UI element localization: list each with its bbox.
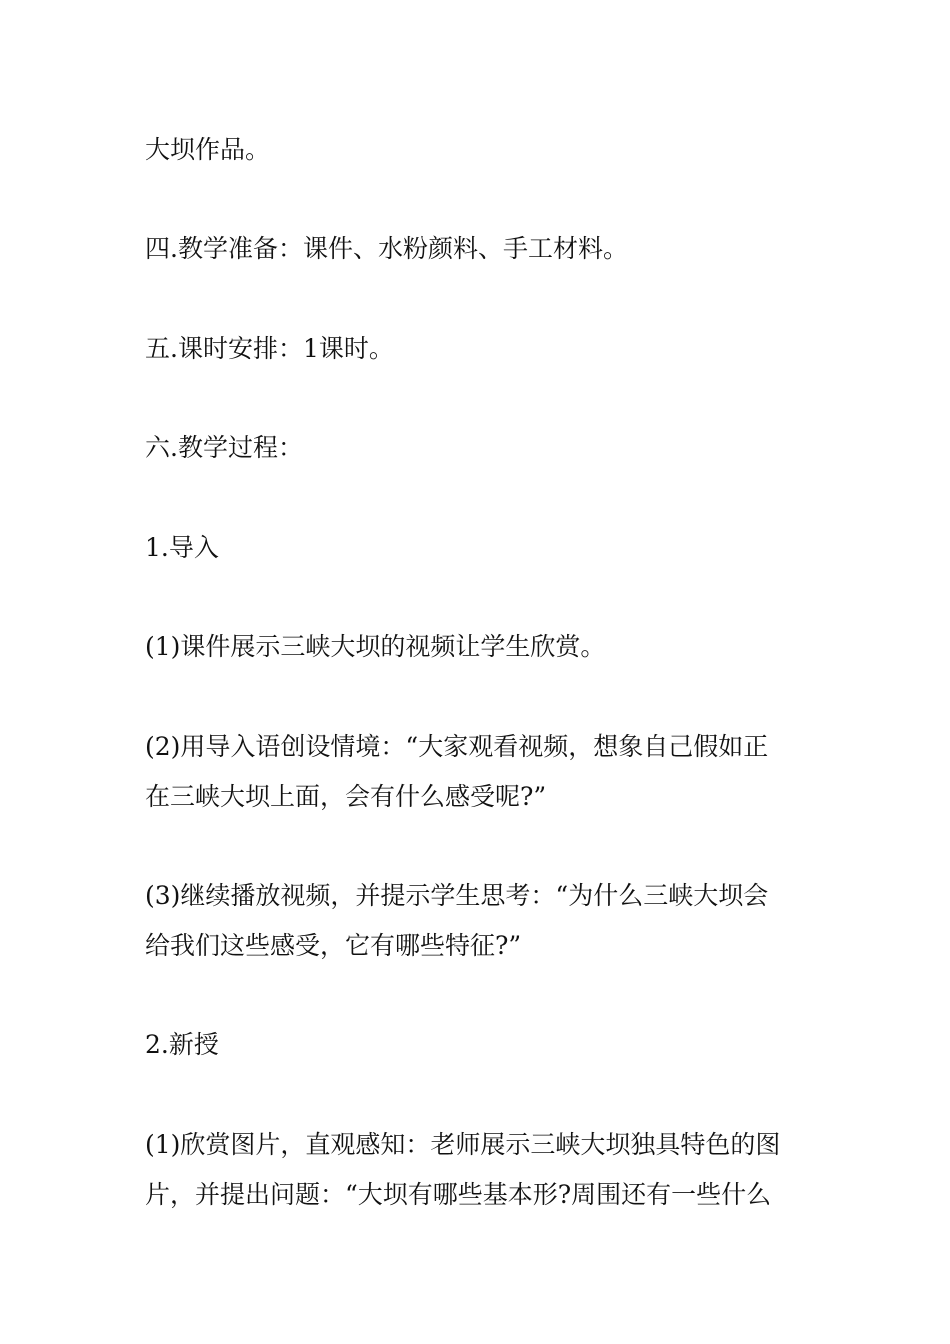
list-item-2-line-1: (2)用导入语创设情境：“大家观看视频，想象自己假如正 bbox=[145, 732, 769, 761]
list-item-3-line-1: (3)继续播放视频，并提示学生思考：“为什么三峡大坝会 bbox=[145, 881, 769, 910]
list-item-4-line-1: (1)欣赏图片，直观感知：老师展示三峡大坝独具特色的图 bbox=[145, 1130, 781, 1159]
text-line-continuation: 大坝作品。 bbox=[145, 135, 271, 164]
list-item-1: (1)课件展示三峡大坝的视频让学生欣赏。 bbox=[145, 632, 606, 661]
subsection-introduction: 1.导入 bbox=[145, 533, 219, 562]
list-item-2-line-2: 在三峡大坝上面，会有什么感受呢?” bbox=[145, 782, 547, 811]
section-teaching-preparation: 四.教学准备：课件、水粉颜料、手工材料。 bbox=[145, 234, 628, 263]
section-teaching-process: 六.教学过程： bbox=[145, 433, 303, 462]
subsection-new-lesson: 2.新授 bbox=[145, 1030, 219, 1059]
list-item-3-line-2: 给我们这些感受，它有哪些特征?” bbox=[145, 931, 522, 960]
list-item-4-line-2: 片，并提出问题：“大坝有哪些基本形?周围还有一些什么 bbox=[145, 1180, 772, 1209]
section-class-schedule: 五.课时安排：1课时。 bbox=[145, 334, 394, 363]
